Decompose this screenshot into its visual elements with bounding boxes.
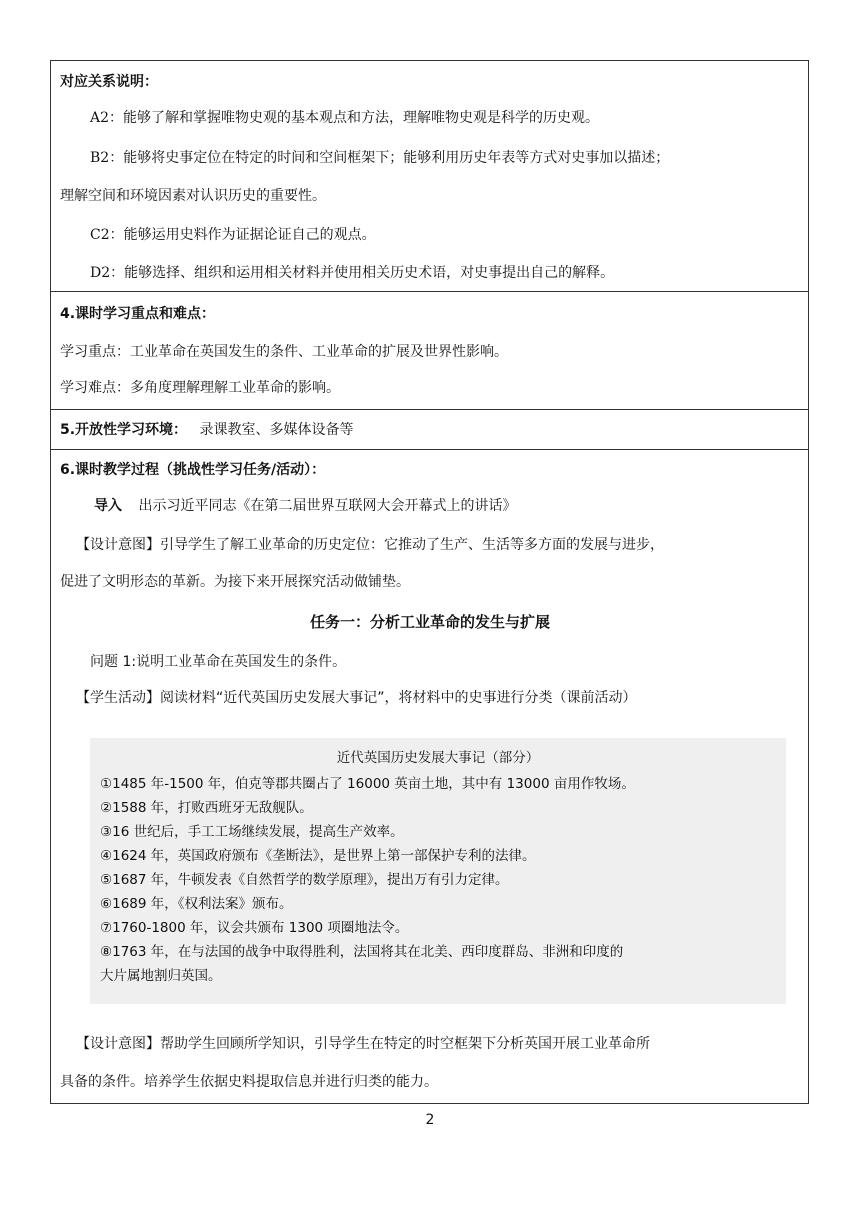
question-1: 问题 1:说明工业革命在英国发生的条件。 <box>90 654 347 670</box>
mapping-item-d2: D2：能够选择、组织和运用相关材料并使用相关历史术语，对史事提出自己的解释。 <box>90 265 615 281</box>
process-heading: 6.课时教学过程（挑战性学习任务/活动）： <box>60 462 326 478</box>
material-item-1: ①1485 年-1500 年，伯克等郡共圈占了 16000 英亩土地，其中有 13000 亩用作牧场。 <box>100 776 635 792</box>
material-item-2: ②1588 年，打败西班牙无敌舰队。 <box>100 800 313 816</box>
focus-key-point: 学习重点：工业革命在英国发生的条件、工业革命的扩展及世界性影响。 <box>60 344 508 360</box>
mapping-cell <box>50 60 809 292</box>
mapping-item-c2: C2：能够运用史料作为证据论证自己的观点。 <box>90 227 376 243</box>
material-box <box>90 738 786 1004</box>
intro-row <box>94 496 516 516</box>
intro-text: 出示习近平同志《在第二届世界互联网大会开幕式上的讲话》 <box>138 498 517 514</box>
material-item-8: ⑧1763 年，在与法国的战争中取得胜利，法国将其在北美、西印度群岛、非洲和印度的 <box>100 944 624 960</box>
environment-heading: 5.开放性学习环境： <box>60 422 188 438</box>
design-intent-2-line1: 【设计意图】帮助学生回顾所学知识，引导学生在特定的时空框架下分析英国开展工业革命所 <box>76 1036 650 1052</box>
student-activity: 【学生活动】阅读材料“近代英国历史发展大事记”，将材料中的史事进行分类（课前活动） <box>76 690 637 706</box>
design-intent-2-line2: 具备的条件。培养学生依据史料提取信息并进行归类的能力。 <box>60 1074 438 1090</box>
material-item-6: ⑥1689 年，《权利法案》颁布。 <box>100 896 293 912</box>
environment-content: 录课教室、多媒体设备等 <box>199 422 354 438</box>
intro-label: 导入 <box>94 498 122 514</box>
material-item-4: ④1624 年，英国政府颁布《垄断法》，是世界上第一部保护专利的法律。 <box>100 848 536 864</box>
mapping-item-a2: A2：能够了解和掌握唯物史观的基本观点和方法，理解唯物史观是科学的历史观。 <box>90 110 600 126</box>
material-title: 近代英国历史发展大事记（部分） <box>336 750 540 766</box>
material-item-8-cont: 大片属地割归英国。 <box>100 968 222 984</box>
mapping-item-b2: B2：能够将史事定位在特定的时间和空间框架下；能够利用历史年表等方式对史事加以描述； <box>90 150 670 166</box>
material-item-7: ⑦1760-1800 年，议会共颁布 1300 项圈地法令。 <box>100 920 409 936</box>
design-intent-1-line2: 促进了文明形态的革新。为接下来开展探究活动做铺垫。 <box>60 574 410 590</box>
environment-row <box>60 420 354 440</box>
focus-difficult-point: 学习难点：多角度理解理解工业革命的影响。 <box>60 380 340 396</box>
focus-heading: 4.课时学习重点和难点： <box>60 306 216 322</box>
mapping-heading: 对应关系说明： <box>60 74 158 90</box>
task-title: 任务一：分析工业革命的发生与扩展 <box>309 613 550 631</box>
material-item-3: ③16 世纪后，手工工场继续发展，提高生产效率。 <box>100 824 404 840</box>
mapping-item-b2-cont: 理解空间和环境因素对认识历史的重要性。 <box>60 188 326 204</box>
design-intent-1-line1: 【设计意图】引导学生了解工业革命的历史定位：它推动了生产、生活等多方面的发展与进步， <box>76 537 664 553</box>
material-item-5: ⑤1687 年，牛顿发表《自然哲学的数学原理》，提出万有引力定律。 <box>100 872 509 888</box>
page-number: 2 <box>425 1112 435 1128</box>
